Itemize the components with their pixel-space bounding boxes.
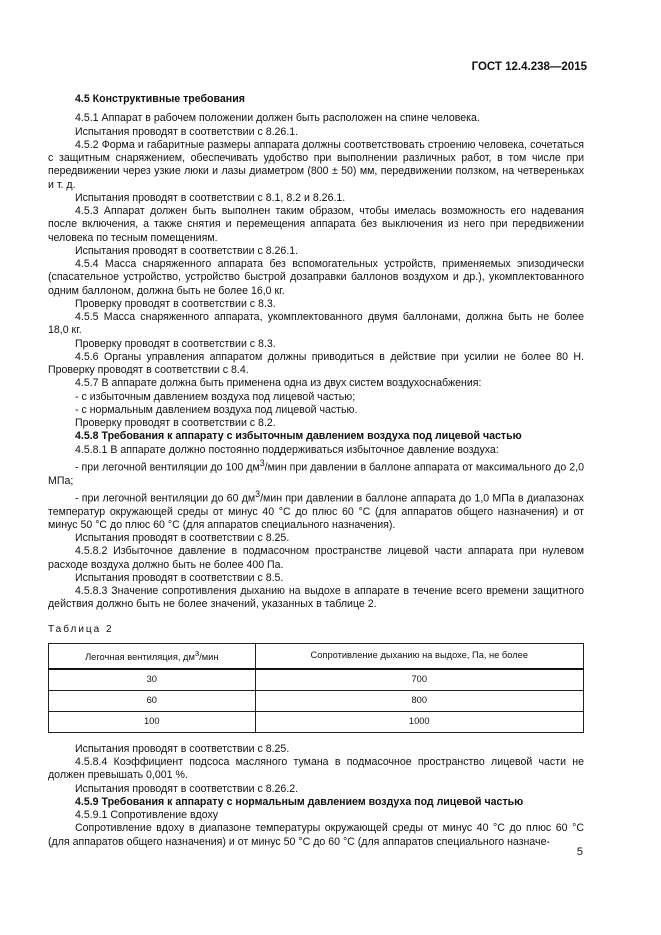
list-text: /мин при давлении в баллоне аппарата от максимального до 2,0 МПа; — [48, 461, 584, 487]
paragraph: 4.5.6 Органы управления аппаратом должны приводиться в действие при усилии не более 80 Н. Проверку проводят в соответствии с 8.4. — [48, 350, 584, 376]
table-cell: 800 — [255, 690, 583, 711]
paragraph: Испытания проводят в соответствии с 8.26.1. — [75, 125, 299, 138]
table-cell: 700 — [255, 669, 583, 691]
paragraph: Сопротивление вдоху в диапазоне температуры окружающей среды от минус 40 °C до плюс 60 °C (для аппаратов общего назначения) и от минус 50 °C до 60 °C (для аппаратов специального назначе- — [48, 822, 584, 848]
document-header: ГОСТ 12.4.238—2015 — [471, 61, 587, 73]
paragraph: Проверку проводят в соответствии с 8.3. — [75, 337, 276, 350]
header-text: /мин — [199, 652, 219, 663]
table-row — [49, 711, 584, 732]
paragraph: Испытания проводят в соответствии с 8.26.2. — [75, 782, 299, 795]
paragraph: Проверку проводят в соответствии с 8.3. — [75, 297, 276, 310]
paragraph: Испытания проводят в соответствии с 8.1, 8.2 и 8.26.1. — [75, 191, 346, 204]
table-row — [49, 690, 584, 711]
subsection-heading: 4.5.9 Требования к аппарату с нормальным давлением воздуха под лицевой частью — [75, 795, 524, 808]
column-header-ventilation — [49, 643, 256, 669]
list-item: - с избыточным давлением воздуха под лицевой частью; — [75, 390, 356, 403]
table-2 — [48, 643, 584, 733]
page-content — [48, 93, 584, 849]
paragraph: Испытания проводят в соответствии с 8.25. — [75, 742, 290, 755]
list-text: - при легочной вентиляции до 60 дм — [75, 492, 256, 505]
list-item: - с нормальным давлением воздуха под лицевой частью. — [75, 403, 358, 416]
paragraph: 4.5.1 Аппарат в рабочем положении должен быть расположен на спине человека. — [75, 112, 480, 125]
table-row — [49, 669, 584, 691]
paragraph: 4.5.7 В аппарате должна быть применена одна из двух систем воздухоснабжения: — [75, 377, 482, 390]
list-text: - при легочной вентиляции до 100 дм — [75, 461, 260, 474]
superscript: 3 — [259, 457, 265, 468]
table-cell: 100 — [49, 711, 256, 732]
paragraph: Испытания проводят в соответствии с 8.26.1. — [75, 244, 299, 257]
paragraph: 4.5.8.2 Избыточное давление в подмасочном пространстве лицевой части аппарата при нулевом расходе воздуха должно быть не более 400 Па. — [48, 545, 584, 571]
table-cell: 30 — [49, 669, 256, 691]
paragraph: Испытания проводят в соответствии с 8.25. — [75, 532, 290, 545]
superscript: 3 — [194, 649, 200, 659]
table-header-row — [49, 643, 584, 669]
table-cell: 1000 — [255, 711, 583, 732]
paragraph: 4.5.3 Аппарат должен быть выполнен таким образом, чтобы имелась возможность его надевания после включения, а также снятия и перемещения аппарата без выключения из него при передвижении человека по тесным помещениям. — [48, 205, 584, 244]
list-item — [48, 488, 584, 532]
list-text: /мин при давлении в баллоне аппарата до 1,0 МПа в диапазонах температур окружающей среды от минус 40 °C до плюс 60 °C (для аппаратов общего назначения) и от минус 50 °C до плюс 60 °C (для аппаратов специального назначения). — [48, 492, 584, 531]
paragraph: 4.5.9.1 Сопротивление вдоху — [75, 809, 219, 822]
paragraph: Проверку проводят в соответствии с 8.2. — [75, 417, 276, 429]
paragraph: 4.5.8.1 В аппарате должно постоянно поддерживаться избыточное давление воздуха: — [75, 443, 499, 456]
superscript: 3 — [255, 488, 261, 499]
header-text: Легочная вентиляция, дм — [85, 652, 195, 663]
section-title: 4.5 Конструктивные требования — [75, 93, 245, 105]
paragraph: 4.5.8.4 Коэффициент подсоса масляного тумана в подмасочное пространство лицевой части не должен превышать 0,001 %. — [48, 756, 584, 782]
list-item — [48, 457, 584, 488]
paragraph: Испытания проводят в соответствии с 8.5. — [75, 571, 284, 584]
paragraph: 4.5.5 Масса снаряженного аппарата, укомплектованного двумя баллонами, должна быть не более 18,0 кг. — [48, 311, 584, 337]
column-header-resistance: Сопротивление дыханию на выдохе, Па, не более — [255, 643, 583, 669]
paragraph: 4.5.4 Масса снаряженного аппарата без вспомогательных устройств, применяемых эпизодически (спасательное устройство, устройство быстрой дозаправки баллонов воздухом и др.), укомплектованного одним баллоном, должна быть не более 16,0 кг. — [48, 258, 584, 297]
subsection-heading: 4.5.8 Требования к аппарату с избыточным давлением воздуха под лицевой частью — [75, 430, 522, 443]
table-caption: Таблица 2 — [48, 623, 114, 635]
table-cell: 60 — [49, 690, 256, 711]
paragraph: 4.5.8.3 Значение сопротивления дыханию на выдохе в аппарате в течение всего времени защитного действия должно быть не более значений, указанных в таблице 2. — [48, 585, 584, 611]
page-number: 5 — [576, 846, 583, 858]
paragraph: 4.5.2 Форма и габаритные размеры аппарата должны соответствовать строению человека, сочетаться с защитным снаряжением, обеспечивать удобство при выполнении различных работ, в том числе при передвижении через узкие люки и лазы диаметром (800 ± 50) мм, передвижении ползком, на четвереньках и т. д. — [48, 138, 584, 191]
